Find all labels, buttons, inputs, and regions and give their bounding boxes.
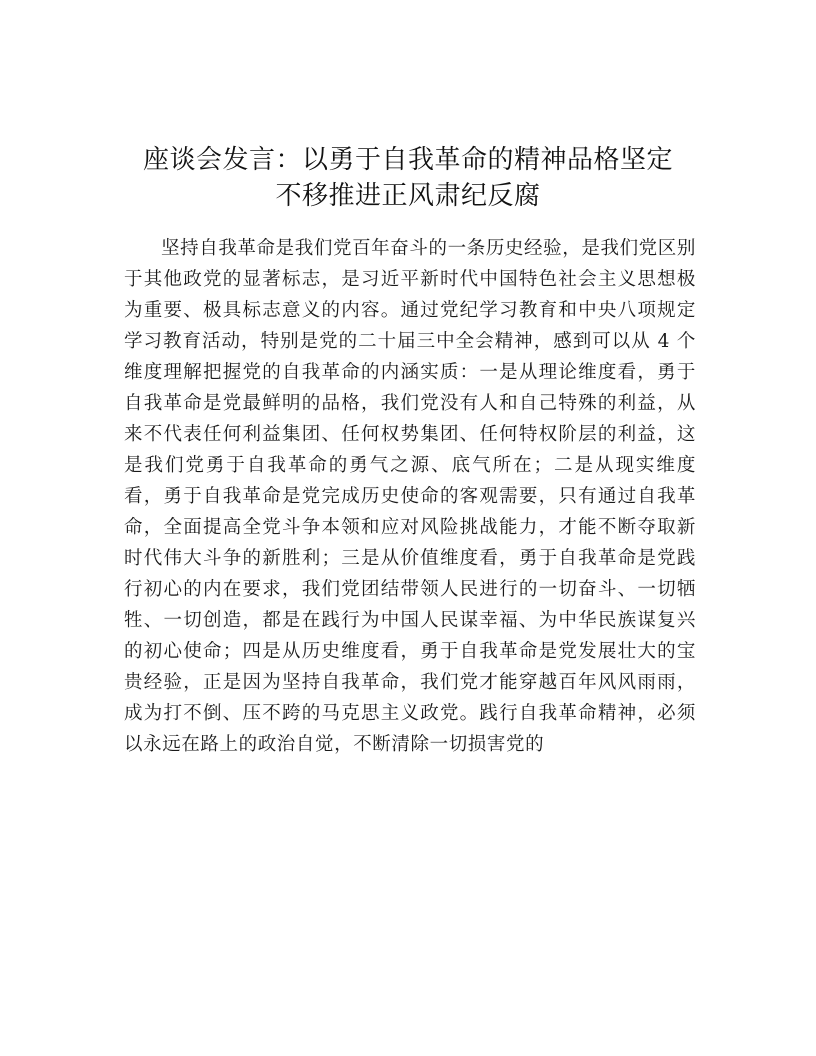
body-paragraph: 坚持自我革命是我们党百年奋斗的一条历史经验，是我们党区别于其他政党的显著标志，是习近平新时代中国特色社会主义思想极为重要、极具标志意义的内容。通过党纪学习教育和中央八项规定学习教育活动，特别是党的二十届三中全会精神，感到可以从 4 个维度理解把握党的自我革命的内涵实质：一是从理论维度看，勇于自我革命是党最鲜明的品格，我们党没有人和自己特殊的利益，从来不代表任何利益集团、任何权势集团、任何特权阶层的利益，这是我们党勇于自我革命的勇气之源、底气所在；二是从现实维度看，勇于自我革命是党完成历史使命的客观需要，只有通过自我革命，全面提高全党斗争本领和应对风险挑战能力，才能不断夺取新时代伟大斗争的新胜利；三是从价值维度看，勇于自我革命是党践行初心的内在要求，我们党团结带领人民进行的一切奋斗、一切牺牲、一切创造，都是在践行为中国人民谋幸福、为中华民族谋复兴的初心使命；四是从历史维度看，勇于自我革命是党发展壮大的宝贵经验，正是因为坚持自我革命，我们党才能穿越百年风风雨雨，成为打不倒、压不跨的马克思主义政党。践行自我革命精神，必须以永远在路上的政治自觉，不断清除一切损害党的 <box>124 238 696 755</box>
title-line-2: 不移推进正风肃纪反腐 <box>275 181 541 211</box>
document-title <box>100 142 716 214</box>
title-line-1: 座谈会发言：以勇于自我革命的精神品格坚定 <box>142 145 673 175</box>
